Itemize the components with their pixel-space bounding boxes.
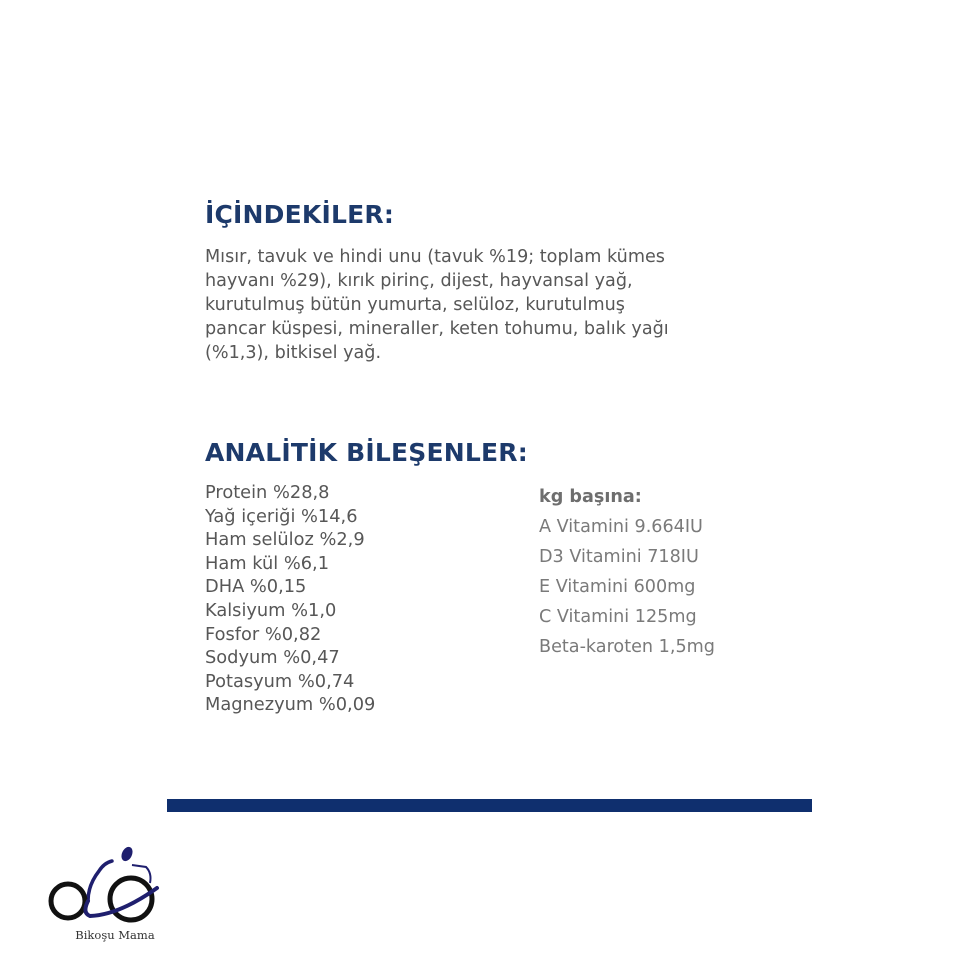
ingredients-line: hayvanı %29), kırık pirinç, dijest, hayvansal yağ, [205, 271, 633, 291]
nutrient-item: Protein %28,8 [205, 482, 330, 503]
per-kg-heading: kg başına: [539, 487, 642, 507]
nutrient-item: Fosfor %0,82 [205, 623, 322, 645]
vitamin-item: E Vitamini 600mg [539, 577, 696, 597]
ingredients-line: kurutulmuş bütün yumurta, selüloz, kurutulmuş [205, 295, 625, 315]
vitamin-item: A Vitamini 9.664IU [539, 517, 703, 537]
nutrient-item: Ham kül %6,1 [205, 552, 330, 574]
vitamin-item: Beta-karoten 1,5mg [539, 637, 715, 657]
ingredients-line: (%1,3), bitkisel yağ. [205, 343, 382, 363]
analytic-nutrient-list [205, 481, 375, 717]
nutrient-item: Magnezyum %0,09 [205, 694, 376, 716]
nutrient-item: DHA %0,15 [205, 576, 307, 598]
nutrient-item: Sodyum %0,47 [205, 647, 340, 669]
analytic-heading: ANALİTİK BİLEŞENLER: [205, 438, 528, 467]
divider-bar [167, 799, 812, 812]
vitamin-item: D3 Vitamini 718IU [539, 547, 699, 567]
nutrient-item: Potasyum %0,74 [205, 670, 355, 692]
ingredients-line: pancar küspesi, mineraller, keten tohumu, balık yağı [205, 319, 669, 339]
nutrient-item: Ham selüloz %2,9 [205, 529, 365, 551]
nutrient-item: Kalsiyum %1,0 [205, 599, 337, 621]
ingredients-text [205, 245, 795, 365]
vitamin-item: C Vitamini 125mg [539, 607, 697, 627]
per-kg-vitamin-list [539, 482, 715, 662]
ingredients-line: Mısır, tavuk ve hindi unu (tavuk %19; toplam kümes [205, 247, 665, 267]
nutrient-item: Yağ içeriği %14,6 [205, 505, 358, 527]
ingredients-heading: İÇİNDEKİLER: [205, 200, 395, 229]
logo-text: Bikoşu Mama [75, 928, 155, 942]
